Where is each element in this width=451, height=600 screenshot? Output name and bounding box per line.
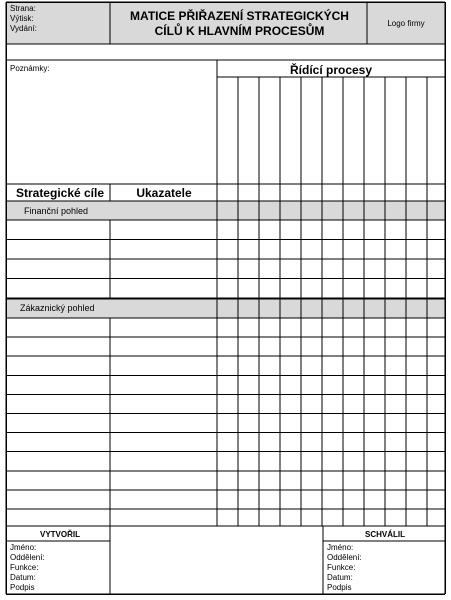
created-header: VYTVOŘIL xyxy=(39,530,80,539)
section-financial: Finanční pohled xyxy=(24,206,89,216)
created-role: Funkce: xyxy=(10,563,39,572)
title-line-2: CÍLŮ K HLAVNÍM PROCESŮM xyxy=(154,24,325,38)
meta-copy: Výtisk: xyxy=(10,14,34,23)
section-customer: Zákaznický pohled xyxy=(20,303,95,313)
created-date: Datum: xyxy=(10,573,36,582)
notes-label: Poznámky: xyxy=(10,64,50,73)
indicators-header: Ukazatele xyxy=(136,186,192,200)
document-meta xyxy=(10,4,105,34)
document-title xyxy=(112,9,367,39)
approved-dept: Oddělení: xyxy=(327,553,362,562)
approved-name: Jméno: xyxy=(327,543,354,552)
approved-header: SCHVÁLIL xyxy=(365,530,405,539)
created-fields xyxy=(10,543,45,593)
meta-page: Strana: xyxy=(10,4,36,13)
company-logo: Logo firmy xyxy=(387,19,425,28)
approved-fields xyxy=(327,543,362,593)
approved-date: Datum: xyxy=(327,573,353,582)
created-signature: Podpis xyxy=(10,583,35,592)
created-dept: Oddělení: xyxy=(10,553,45,562)
approved-signature: Podpis xyxy=(327,583,352,592)
created-name: Jméno: xyxy=(10,543,37,552)
processes-header: Řídící procesy xyxy=(289,63,373,77)
goals-header: Strategické cíle xyxy=(15,186,105,200)
approved-role: Funkce: xyxy=(327,563,356,572)
title-line-1: MATICE PŘIŘAZENÍ STRATEGICKÝCH xyxy=(130,9,349,23)
meta-issue: Vydání: xyxy=(10,24,37,33)
